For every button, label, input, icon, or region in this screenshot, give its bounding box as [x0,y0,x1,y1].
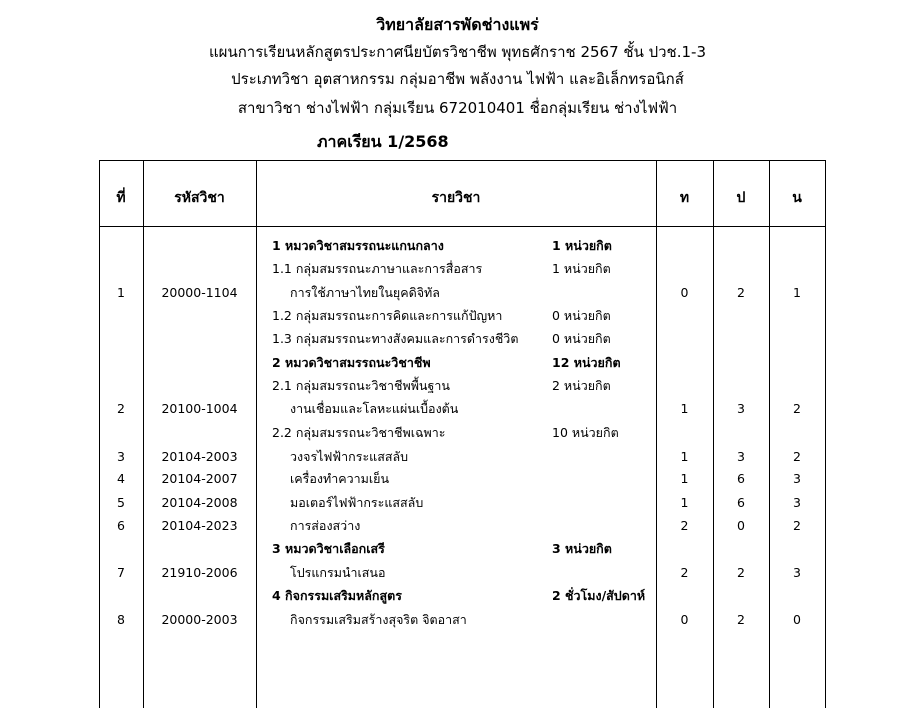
row-no: 7 [117,565,125,580]
row-n: 0 [793,612,801,627]
row-t: 2 [680,565,689,580]
branch-line: สาขาวิชา ช่างไฟฟ้า กลุ่มเรียน 672010401 ชื่อกลุ่มเรียน ช่างไฟฟ้า [237,99,678,117]
row-no: 5 [117,495,125,510]
subgroup-credit: 0 หน่วยกิต [552,331,611,346]
row-no: 2 [117,401,125,416]
row-n: 3 [793,471,801,486]
term-label: ภาคเรียน 1/2568 [317,132,449,151]
row-p: 6 [737,471,745,486]
subgroup-credit: 0 หน่วยกิต [552,308,611,323]
subgroup-label: 1.3 กลุ่มสมรรถนะทางสังคมและการดำรงชีวิต [272,331,519,346]
row-code: 20000-1104 [161,285,238,300]
row-p: 0 [737,518,745,533]
col-header-n: น [792,190,802,206]
row-n: 1 [793,285,801,300]
col-header-t: ท [679,190,690,206]
plan-title: แผนการเรียนหลักสูตรประกาศนียบัตรวิชาชีพ พุทธศักราช 2567 ชั้น ปวช.1-3 [209,43,706,61]
row-code: 20104-2023 [161,518,238,533]
col-header-p: ป [736,190,746,206]
row-n: 2 [793,401,801,416]
group-label: 3 หมวดวิชาเลือกเสรี [272,541,385,556]
col-header-name: รายวิชา [431,190,481,206]
row-t: 0 [680,285,689,300]
subgroup-credit: 10 หน่วยกิต [552,425,619,440]
subgroup-label: 1.2 กลุ่มสมรรถนะการคิดและการแก้ปัญหา [272,308,503,323]
row-code: 20104-2008 [161,495,238,510]
col-header-no: ที่ [116,190,126,206]
subgroup-credit: 1 หน่วยกิต [552,261,611,276]
row-name: การส่องสว่าง [290,518,361,533]
row-p: 3 [737,401,745,416]
row-p: 2 [737,565,745,580]
group-label: 4 กิจกรรมเสริมหลักสูตร [272,588,402,603]
row-n: 2 [793,518,801,533]
row-no: 6 [117,518,125,533]
row-name: การใช้ภาษาไทยในยุคดิจิทัล [290,285,440,300]
row-no: 3 [117,449,125,464]
row-name: วงจรไฟฟ้ากระแสสลับ [290,449,409,464]
row-code: 20104-2007 [161,471,238,486]
category-line: ประเภทวิชา อุตสาหกรรม กลุ่มอาชีพ พลังงาน ไฟฟ้า และอิเล็กทรอนิกส์ [231,70,684,88]
row-no: 1 [117,285,125,300]
college-title: วิทยาลัยสารพัดช่างแพร่ [376,15,539,34]
subgroup-credit: 2 หน่วยกิต [552,378,611,393]
row-name: เครื่องทำความเย็น [290,471,389,486]
group-label: 1 หมวดวิชาสมรรถนะแกนกลาง [272,238,444,253]
group-credit: 3 หน่วยกิต [552,541,612,556]
table-top-border [99,160,825,161]
row-name: กิจกรรมเสริมสร้างสุจริต จิตอาสา [290,612,467,627]
row-t: 0 [680,612,689,627]
row-n: 3 [793,495,801,510]
row-name: มอเตอร์ไฟฟ้ากระแสสลับ [290,495,424,510]
col-line-2 [256,160,257,708]
row-code: 21910-2006 [161,565,238,580]
row-code: 20100-1004 [161,401,238,416]
row-t: 1 [680,401,689,416]
subgroup-label: 2.1 กลุ่มสมรรถนะวิชาชีพพื้นฐาน [272,378,450,393]
subgroup-label: 1.1 กลุ่มสมรรถนะภาษาและการสื่อสาร [272,261,483,276]
row-p: 6 [737,495,745,510]
subgroup-label: 2.2 กลุ่มสมรรถนะวิชาชีพเฉพาะ [272,425,446,440]
row-t: 1 [680,449,689,464]
row-code: 20000-2003 [161,612,238,627]
group-credit: 1 หน่วยกิต [552,238,612,253]
col-line-6 [825,160,826,708]
header-bottom-border [99,226,825,227]
row-name: โปรแกรมนำเสนอ [290,565,386,580]
row-t: 1 [680,495,689,510]
row-p: 3 [737,449,745,464]
row-p: 2 [737,612,745,627]
row-t: 1 [680,471,689,486]
col-header-code: รหัสวิชา [174,190,225,206]
group-credit: 2 ชั่วโมง/สัปดาห์ [552,588,646,603]
row-p: 2 [737,285,745,300]
group-credit: 12 หน่วยกิต [552,355,621,370]
row-code: 20104-2003 [161,449,238,464]
row-t: 2 [680,518,689,533]
group-label: 2 หมวดวิชาสมรรถนะวิชาชีพ [272,355,431,370]
row-no: 4 [117,471,125,486]
row-name: งานเชื่อมและโลหะแผ่นเบื้องต้น [290,401,459,416]
row-n: 3 [793,565,801,580]
row-n: 2 [793,449,801,464]
row-no: 8 [117,612,125,627]
